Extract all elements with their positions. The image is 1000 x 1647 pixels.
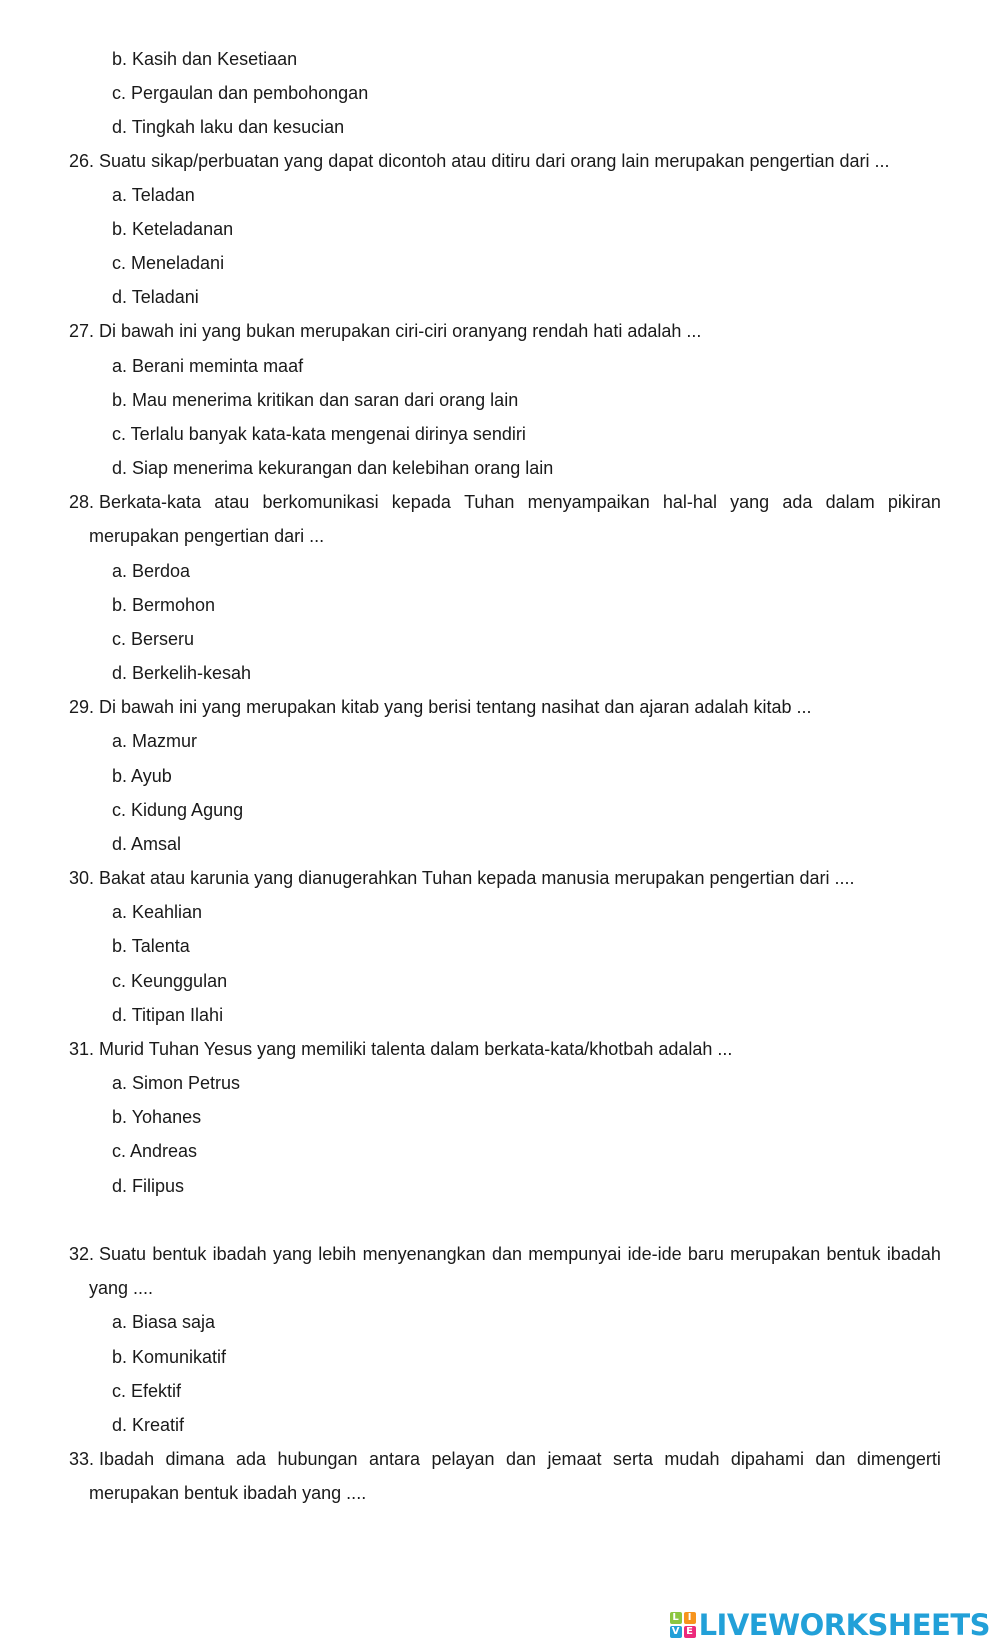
- question-32-word: merupakan: [730, 1244, 821, 1264]
- question-26-option-b: b. Keteladanan: [112, 219, 234, 239]
- question-31-option-d: d. Filipus: [112, 1176, 185, 1196]
- question-32-word: menyenangkan: [362, 1244, 486, 1264]
- question-32-word: ibadah: [212, 1244, 267, 1264]
- question-32-word: mempunyai: [528, 1244, 622, 1264]
- question-28-word: kepada: [391, 492, 451, 512]
- logo-text: LIVEWORKSHEETS: [698, 1608, 990, 1642]
- question-28-word: menyampaikan: [527, 492, 650, 512]
- question-27-option-d: d. Siap menerima kekurangan dan kelebihan orang lain: [112, 458, 554, 478]
- question-30: 30. Bakat atau karunia yang dianugerahkan Tuhan kepada manusia merupakan pengertian dari ....: [69, 868, 855, 888]
- question-33-word: dan: [815, 1449, 846, 1469]
- question-31-option-a: a. Simon Petrus: [112, 1073, 241, 1093]
- question-28: [69, 491, 941, 513]
- question-33-word: ada: [236, 1449, 267, 1469]
- question-26-option-a: a. Teladan: [112, 185, 195, 205]
- question-33-word: dimengerti: [856, 1449, 941, 1469]
- question-33-word: serta: [612, 1449, 653, 1469]
- question-28-word: atau: [214, 492, 250, 512]
- question-28-word: 28. Berkata-kata: [69, 492, 202, 512]
- question-33-word: 33. Ibadah: [69, 1449, 155, 1469]
- question-28-continued: merupakan pengertian dari ...: [89, 526, 325, 546]
- question-27-option-a: a. Berani meminta maaf: [112, 356, 304, 376]
- question-32-word: ibadah: [886, 1244, 941, 1264]
- question-32: [69, 1243, 941, 1265]
- logo-mark-letter: E: [684, 1626, 696, 1638]
- logo-mark-letter: V: [670, 1626, 682, 1638]
- question-33-word: pelayan: [431, 1449, 495, 1469]
- question-30-option-d: d. Titipan Ilahi: [112, 1005, 224, 1025]
- question-33-continued: merupakan bentuk ibadah yang ....: [89, 1483, 367, 1503]
- question-33-word: dipahami: [730, 1449, 804, 1469]
- logo-mark-letter: L: [670, 1612, 682, 1624]
- question-33-word: dimana: [165, 1449, 225, 1469]
- question-32-word: baru: [687, 1244, 724, 1264]
- question-32-word: ide-ide: [627, 1244, 682, 1264]
- option-d-prev: d. Tingkah laku dan kesucian: [112, 117, 345, 137]
- question-33-word: antara: [369, 1449, 421, 1469]
- question-33: [69, 1448, 941, 1470]
- question-28-word: hal-hal: [662, 492, 717, 512]
- question-32-continued: yang ....: [89, 1278, 154, 1298]
- logo-mark-letter: I: [684, 1612, 696, 1624]
- question-26-option-d: d. Teladani: [112, 287, 199, 307]
- question-28-word: dalam: [825, 492, 875, 512]
- question-27-option-c: c. Terlalu banyak kata-kata mengenai dirinya sendiri: [112, 424, 526, 444]
- question-29-option-c: c. Kidung Agung: [112, 800, 244, 820]
- question-28-word: yang: [730, 492, 770, 512]
- question-28-word: berkomunikasi: [262, 492, 379, 512]
- question-27-option-b: b. Mau menerima kritikan dan saran dari orang lain: [112, 390, 519, 410]
- option-b-prev: b. Kasih dan Kesetiaan: [112, 49, 298, 69]
- question-32-word: bentuk: [152, 1244, 207, 1264]
- liveworksheets-logo[interactable]: [670, 1608, 990, 1642]
- question-32-word: dan: [491, 1244, 522, 1264]
- question-32-word: lebih: [318, 1244, 357, 1264]
- question-28-option-c: c. Berseru: [112, 629, 195, 649]
- question-30-option-c: c. Keunggulan: [112, 971, 228, 991]
- question-31: 31. Murid Tuhan Yesus yang memiliki talenta dalam berkata-kata/khotbah adalah ...: [69, 1039, 733, 1059]
- question-33-word: dan: [506, 1449, 537, 1469]
- question-33-word: mudah: [664, 1449, 720, 1469]
- question-32-option-d: d. Kreatif: [112, 1415, 185, 1435]
- question-28-option-b: b. Bermohon: [112, 595, 216, 615]
- question-28-option-d: d. Berkelih-kesah: [112, 663, 252, 683]
- question-29: 29. Di bawah ini yang merupakan kitab yang berisi tentang nasihat dan ajaran adalah kitab ...: [69, 697, 812, 717]
- question-32-word: yang: [272, 1244, 313, 1264]
- question-30-option-a: a. Keahlian: [112, 902, 203, 922]
- question-29-option-a: a. Mazmur: [112, 731, 198, 751]
- question-28-word: Tuhan: [464, 492, 515, 512]
- option-c-prev: c. Pergaulan dan pembohongan: [112, 83, 369, 103]
- question-26-option-c: c. Meneladani: [112, 253, 225, 273]
- logo-mark-icon: [670, 1612, 696, 1638]
- question-26: 26. Suatu sikap/perbuatan yang dapat dicontoh atau ditiru dari orang lain merupakan pengertian dari ...: [69, 151, 890, 171]
- question-33-word: hubungan: [277, 1449, 358, 1469]
- question-32-option-b: b. Komunikatif: [112, 1347, 227, 1367]
- question-31-option-c: c. Andreas: [112, 1141, 198, 1161]
- question-28-word: pikiran: [887, 492, 941, 512]
- question-28-option-a: a. Berdoa: [112, 561, 191, 581]
- question-32-word: 32. Suatu: [69, 1244, 147, 1264]
- question-32-word: bentuk: [826, 1244, 881, 1264]
- question-28-word: ada: [782, 492, 813, 512]
- question-27: 27. Di bawah ini yang bukan merupakan ciri-ciri oranyang rendah hati adalah ...: [69, 321, 702, 341]
- question-33-word: jemaat: [547, 1449, 602, 1469]
- question-31-option-b: b. Yohanes: [112, 1107, 202, 1127]
- question-32-option-c: c. Efektif: [112, 1381, 182, 1401]
- question-30-option-b: b. Talenta: [112, 936, 190, 956]
- question-32-option-a: a. Biasa saja: [112, 1312, 216, 1332]
- question-29-option-d: d. Amsal: [112, 834, 182, 854]
- question-29-option-b: b. Ayub: [112, 766, 172, 786]
